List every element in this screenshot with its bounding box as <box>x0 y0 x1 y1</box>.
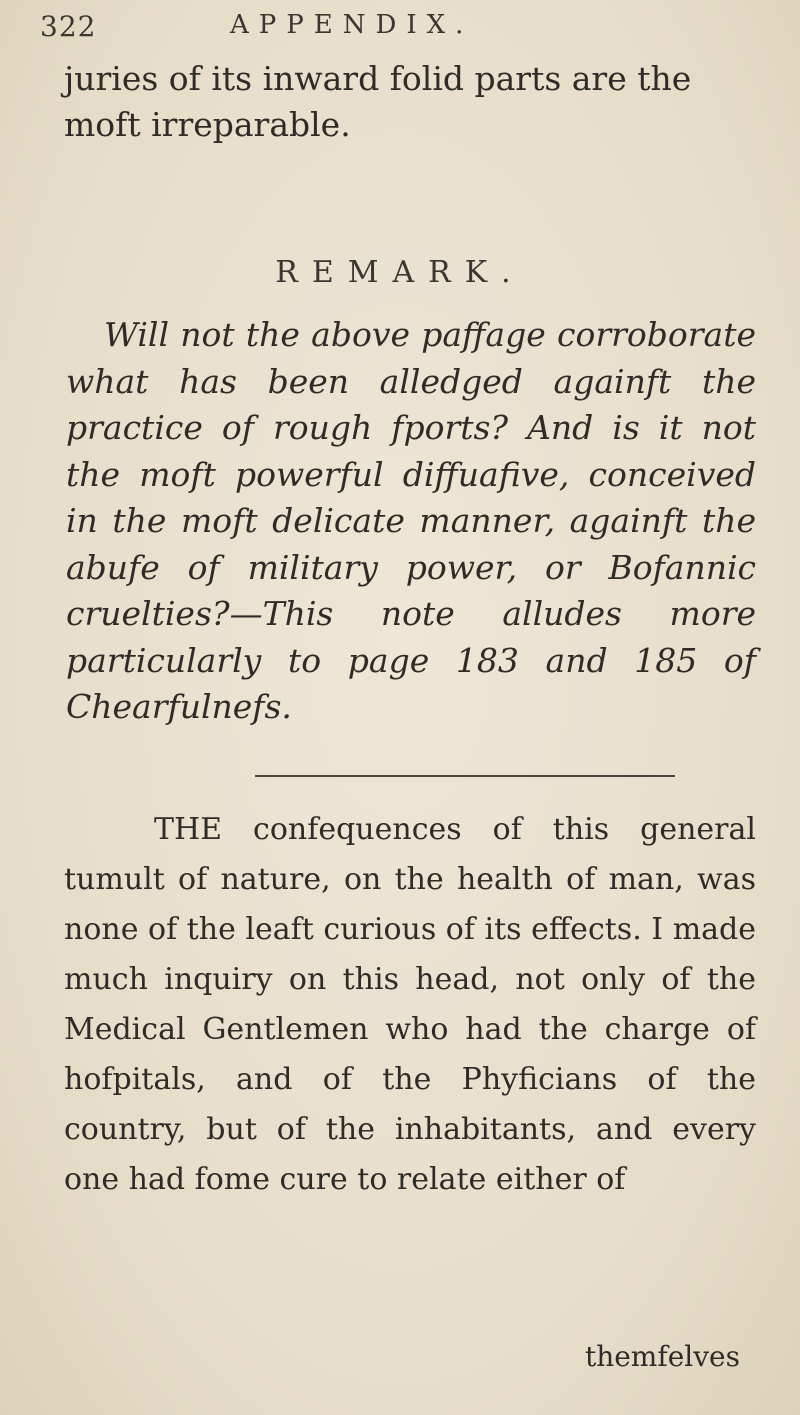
page-number: 322 <box>40 10 97 43</box>
running-head <box>40 10 760 50</box>
section-divider <box>255 775 675 777</box>
body-paragraph <box>64 805 756 1205</box>
remark-paragraph <box>66 312 756 731</box>
opening-text: juries of its inward folid parts are the moft irreparable. <box>64 59 692 144</box>
remark-heading: REMARK. <box>275 255 525 290</box>
running-title: APPENDIX. <box>230 10 474 40</box>
remark-text: Will not the above paffage corroborate what has been alledged againft the practice of rough fports? And is it not the moft powerful diffuafive, conceived in the moft delicate manner, againft the abufe of military power, or Bofannic cruelties?—This note alludes more particularly to page 183 and 185 of Chearfulnefs. <box>66 315 756 726</box>
body-text: THE confequences of this general tumult of nature, on the health of man, was none of the leaft curious of its effects. I made much inquiry on this head, not only of the Medical Gentlemen who had the charge of hofpitals, and of the Phyficians of the country, but of the inhabitants, and every one had fome cure to relate either of <box>64 812 756 1197</box>
opening-paragraph <box>64 56 744 148</box>
catchword: themfelves <box>584 1340 740 1373</box>
